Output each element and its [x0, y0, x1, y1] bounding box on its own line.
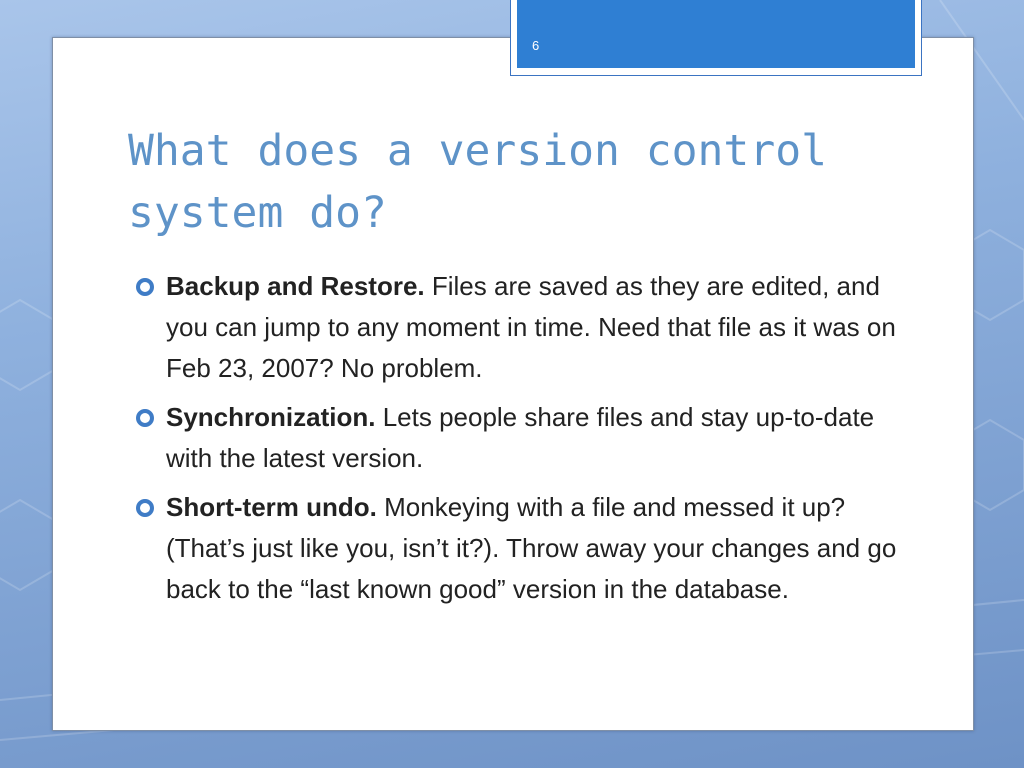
bullet-icon [136, 278, 154, 296]
slide-number-tab [517, 0, 915, 68]
bullet-icon [136, 409, 154, 427]
bullet-text: Lets people share files and stay up-to-date with the latest version. [166, 402, 875, 473]
bullet-text: Files are saved as they are edited, and you can jump to any moment in time. Need that file as it was on Feb 23, 2007? No problem. [166, 271, 896, 383]
bullet-heading: Short-term undo. [166, 492, 377, 522]
bullet-item-backup [136, 266, 926, 389]
slide-title: What does a version control system do? [128, 126, 827, 238]
bullet-icon [136, 499, 154, 517]
slide-number: 6 [532, 38, 540, 53]
bullet-text: Monkeying with a file and messed it up? (That’s just like you, isn’t it?). Throw away your changes and go back to the “last known good” version in the database. [166, 492, 897, 604]
bullet-item-synchronization [136, 397, 926, 479]
bullet-item-undo [136, 487, 926, 610]
bullet-heading: Synchronization. [166, 402, 376, 432]
bullet-list [136, 266, 926, 618]
bullet-heading: Backup and Restore. [166, 271, 425, 301]
